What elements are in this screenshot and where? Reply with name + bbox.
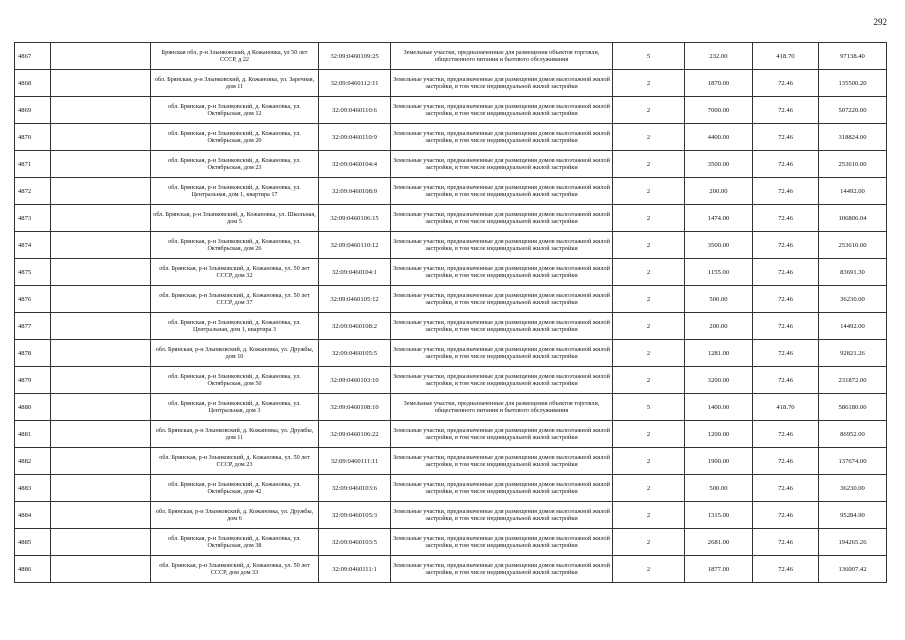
row-number-cell: 4869 — [15, 97, 51, 124]
area-cell: 1870.00 — [685, 70, 753, 97]
row-number-cell: 4885 — [15, 529, 51, 556]
row-number-cell: 4871 — [15, 151, 51, 178]
table-row — [15, 43, 887, 70]
group-cell: 2 — [613, 151, 685, 178]
empty-cell — [51, 502, 151, 529]
area-cell: 1474.00 — [685, 205, 753, 232]
cadastral-number-cell: 32:09:0460110:6 — [319, 97, 391, 124]
empty-cell — [51, 151, 151, 178]
row-number-cell: 4883 — [15, 475, 51, 502]
land-use-cell: Земельные участки, предназначенные для размещения домов малоэтажной жилой застройки, в том числе индивидуальной жилой застройки — [391, 124, 613, 151]
row-number-cell: 4867 — [15, 43, 51, 70]
rate-cell: 72.46 — [753, 97, 819, 124]
area-cell: 232.00 — [685, 43, 753, 70]
empty-cell — [51, 205, 151, 232]
land-use-cell: Земельные участки, предназначенные для размещения объектов торговли, общественного питания и бытового обслуживания — [391, 43, 613, 70]
area-cell: 3200.00 — [685, 367, 753, 394]
table-row — [15, 124, 887, 151]
table-row — [15, 394, 887, 421]
address-cell: обл. Брянская, р-н Злынковский, д. Кожановка, ул. Октябрьская, дом 12 — [151, 97, 319, 124]
group-cell: 2 — [613, 286, 685, 313]
table-row — [15, 286, 887, 313]
empty-cell — [51, 367, 151, 394]
rate-cell: 72.46 — [753, 475, 819, 502]
land-use-cell: Земельные участки, предназначенные для размещения домов малоэтажной жилой застройки, в том числе индивидуальной жилой застройки — [391, 367, 613, 394]
empty-cell — [51, 529, 151, 556]
rate-cell: 418.70 — [753, 394, 819, 421]
empty-cell — [51, 178, 151, 205]
land-use-cell: Земельные участки, предназначенные для размещения домов малоэтажной жилой застройки, в том числе индивидуальной жилой застройки — [391, 502, 613, 529]
group-cell: 2 — [613, 367, 685, 394]
cadastral-number-cell: 32:09:0460108:2 — [319, 313, 391, 340]
table-row — [15, 70, 887, 97]
address-cell: обл. Брянская, р-н Злынковский, д. Кожановка, ул. Дружбы, дом 11 — [151, 421, 319, 448]
area-cell: 500.00 — [685, 475, 753, 502]
area-cell: 1315.00 — [685, 502, 753, 529]
empty-cell — [51, 124, 151, 151]
address-cell: обл. Брянская, р-н Злынковский, д. Кожановка, ул. 50 лет СССР, дом 32 — [151, 259, 319, 286]
cadastral-number-cell: 32:09:0460103:6 — [319, 475, 391, 502]
land-use-cell: Земельные участки, предназначенные для размещения домов малоэтажной жилой застройки, в том числе индивидуальной жилой застройки — [391, 205, 613, 232]
area-cell: 7000.00 — [685, 97, 753, 124]
empty-cell — [51, 394, 151, 421]
table-row — [15, 232, 887, 259]
cadastral-value-cell: 106806.04 — [819, 205, 887, 232]
land-use-cell: Земельные участки, предназначенные для размещения домов малоэтажной жилой застройки, в том числе индивидуальной жилой застройки — [391, 97, 613, 124]
address-cell: обл. Брянская, р-н Злынковский, д. Кожановка, ул. Октябрьская, дом 23 — [151, 151, 319, 178]
table-row — [15, 259, 887, 286]
row-number-cell: 4882 — [15, 448, 51, 475]
cadastral-value-cell: 83691.30 — [819, 259, 887, 286]
cadastral-number-cell: 32:09:0460104:1 — [319, 259, 391, 286]
group-cell: 2 — [613, 529, 685, 556]
group-cell: 2 — [613, 313, 685, 340]
empty-cell — [51, 340, 151, 367]
cadastral-number-cell: 32:09:0460103:10 — [319, 367, 391, 394]
cadastral-number-cell: 32:09:0460105:12 — [319, 286, 391, 313]
table-row — [15, 448, 887, 475]
row-number-cell: 4881 — [15, 421, 51, 448]
cadastral-number-cell: 32:09:0460106:22 — [319, 421, 391, 448]
row-number-cell: 4874 — [15, 232, 51, 259]
cadastral-value-cell: 136007.42 — [819, 556, 887, 583]
rate-cell: 72.46 — [753, 367, 819, 394]
rate-cell: 72.46 — [753, 205, 819, 232]
table-row — [15, 340, 887, 367]
area-cell: 200.00 — [685, 313, 753, 340]
group-cell: 2 — [613, 448, 685, 475]
cadastral-value-cell: 194265.26 — [819, 529, 887, 556]
rate-cell: 72.46 — [753, 151, 819, 178]
group-cell: 2 — [613, 556, 685, 583]
table-row — [15, 421, 887, 448]
table-row — [15, 529, 887, 556]
row-number-cell: 4878 — [15, 340, 51, 367]
group-cell: 2 — [613, 70, 685, 97]
table-row — [15, 556, 887, 583]
address-cell: обл. Брянская, р-н Злынковский, д. Кожановка, ул. Октябрьская, дом 50 — [151, 367, 319, 394]
address-cell: обл. Брянская, р-н Злынковский, д. Кожановка, ул. Центральная, дом 1, квартира 17 — [151, 178, 319, 205]
rate-cell: 72.46 — [753, 448, 819, 475]
cadastral-value-cell: 14492.00 — [819, 178, 887, 205]
cadastral-value-cell: 135500.20 — [819, 70, 887, 97]
empty-cell — [51, 232, 151, 259]
area-cell: 200.00 — [685, 178, 753, 205]
land-use-cell: Земельные участки, предназначенные для размещения домов малоэтажной жилой застройки, в том числе индивидуальной жилой застройки — [391, 556, 613, 583]
address-cell: обл. Брянская, р-н Злынковский, д. Кожановка, ул. Октябрьская, дом 20 — [151, 124, 319, 151]
empty-cell — [51, 475, 151, 502]
address-cell: обл. Брянская, р-н Злынковский, д. Кожановка, ул. Школьная, дом 5 — [151, 205, 319, 232]
area-cell: 1900.00 — [685, 448, 753, 475]
land-use-cell: Земельные участки, предназначенные для размещения домов малоэтажной жилой застройки, в том числе индивидуальной жилой застройки — [391, 151, 613, 178]
empty-cell — [51, 313, 151, 340]
address-cell: обл. Брянская, р-н Злынковский, д. Кожановка, ул. Октябрьская, дом 38 — [151, 529, 319, 556]
table-row — [15, 97, 887, 124]
cadastral-number-cell: 32:09:0460104:4 — [319, 151, 391, 178]
cadastral-value-cell: 86952.00 — [819, 421, 887, 448]
address-cell: обл. Брянская, р-н Злынковский, д. Кожановка, ул. 50 лет СССР, дом дом 33 — [151, 556, 319, 583]
group-cell: 2 — [613, 259, 685, 286]
cadastral-value-cell: 36230.00 — [819, 286, 887, 313]
cadastral-value-cell: 586180.00 — [819, 394, 887, 421]
group-cell: 2 — [613, 475, 685, 502]
table-row — [15, 367, 887, 394]
empty-cell — [51, 43, 151, 70]
land-use-cell: Земельные участки, предназначенные для размещения домов малоэтажной жилой застройки, в том числе индивидуальной жилой застройки — [391, 421, 613, 448]
address-cell: обл. Брянская, р-н Злынковский, д. Кожановка, ул. Дружбы, дом 10 — [151, 340, 319, 367]
cadastral-number-cell: 32:09:0460105:3 — [319, 502, 391, 529]
address-cell: обл. Брянская, р-н Злынковский, д. Кожановка, ул. Октябрьская, дом 26 — [151, 232, 319, 259]
empty-cell — [51, 97, 151, 124]
rate-cell: 72.46 — [753, 502, 819, 529]
address-cell: Брянская обл, р-н Злынковский, д Кожановка, ул 50 лет СССР, д 22 — [151, 43, 319, 70]
group-cell: 2 — [613, 421, 685, 448]
cadastral-value-cell: 92821.26 — [819, 340, 887, 367]
row-number-cell: 4886 — [15, 556, 51, 583]
row-number-cell: 4884 — [15, 502, 51, 529]
area-cell: 1155.00 — [685, 259, 753, 286]
row-number-cell: 4876 — [15, 286, 51, 313]
land-use-cell: Земельные участки, предназначенные для размещения домов малоэтажной жилой застройки, в том числе индивидуальной жилой застройки — [391, 448, 613, 475]
land-use-cell: Земельные участки, предназначенные для размещения домов малоэтажной жилой застройки, в том числе индивидуальной жилой застройки — [391, 70, 613, 97]
address-cell: обл. Брянская, р-н Злынковский, д. Кожановка, ул. Центральная, дом 1, квартира 3 — [151, 313, 319, 340]
table-row — [15, 151, 887, 178]
row-number-cell: 4868 — [15, 70, 51, 97]
table-row — [15, 475, 887, 502]
empty-cell — [51, 259, 151, 286]
cadastral-value-cell: 231872.00 — [819, 367, 887, 394]
cadastral-number-cell: 32:09:0460110:9 — [319, 124, 391, 151]
address-cell: обл. Брянская, р-н Злынковский, д. Кожановка, ул. Октябрьская, дом 42 — [151, 475, 319, 502]
table-row — [15, 178, 887, 205]
cadastral-value-cell: 318824.00 — [819, 124, 887, 151]
cadastral-number-cell: 32:09:0460108:10 — [319, 394, 391, 421]
rate-cell: 72.46 — [753, 313, 819, 340]
row-number-cell: 4873 — [15, 205, 51, 232]
empty-cell — [51, 286, 151, 313]
cadastral-number-cell: 32:09:0460106:15 — [319, 205, 391, 232]
group-cell: 2 — [613, 232, 685, 259]
cadastral-value-cell: 95284.90 — [819, 502, 887, 529]
table-body — [15, 43, 887, 583]
rate-cell: 72.46 — [753, 178, 819, 205]
address-cell: обл. Брянская, р-н Злынковский, д. Кожановка, ул. 50 лет СССР, дом 23 — [151, 448, 319, 475]
address-cell: обл. Брянская, р-н Злынковский, д. Кожановка, ул. Дружбы, дом 6 — [151, 502, 319, 529]
row-number-cell: 4877 — [15, 313, 51, 340]
area-cell: 2681.00 — [685, 529, 753, 556]
table-row — [15, 205, 887, 232]
rate-cell: 418.70 — [753, 43, 819, 70]
address-cell: обл. Брянская, р-н Злынковский, д. Кожановка, ул. Заречная, дом 11 — [151, 70, 319, 97]
cadastral-number-cell: 32:09:0460112:11 — [319, 70, 391, 97]
group-cell: 5 — [613, 43, 685, 70]
area-cell: 3500.00 — [685, 151, 753, 178]
empty-cell — [51, 556, 151, 583]
group-cell: 2 — [613, 178, 685, 205]
table-row — [15, 502, 887, 529]
cadastral-value-cell: 253610.00 — [819, 151, 887, 178]
cadastral-number-cell: 32:09:0460110:12 — [319, 232, 391, 259]
row-number-cell: 4870 — [15, 124, 51, 151]
empty-cell — [51, 421, 151, 448]
group-cell: 2 — [613, 97, 685, 124]
cadastral-value-cell: 36230.00 — [819, 475, 887, 502]
cadastral-value-cell: 507220.00 — [819, 97, 887, 124]
row-number-cell: 4880 — [15, 394, 51, 421]
cadastral-value-cell: 14492.00 — [819, 313, 887, 340]
area-cell: 4400.00 — [685, 124, 753, 151]
rate-cell: 72.46 — [753, 556, 819, 583]
area-cell: 1200.00 — [685, 421, 753, 448]
area-cell: 3500.00 — [685, 232, 753, 259]
page-number: 292 — [873, 17, 887, 27]
row-number-cell: 4875 — [15, 259, 51, 286]
cadastral-value-cell: 137674.00 — [819, 448, 887, 475]
land-use-cell: Земельные участки, предназначенные для размещения домов малоэтажной жилой застройки, в том числе индивидуальной жилой застройки — [391, 178, 613, 205]
group-cell: 5 — [613, 394, 685, 421]
row-number-cell: 4872 — [15, 178, 51, 205]
table-row — [15, 313, 887, 340]
land-use-cell: Земельные участки, предназначенные для размещения объектов торговли, общественного питания и бытового обслуживания — [391, 394, 613, 421]
empty-cell — [51, 70, 151, 97]
address-cell: обл. Брянская, р-н Злынковский, д. Кожановка, ул. 50 лет СССР, дом 37 — [151, 286, 319, 313]
rate-cell: 72.46 — [753, 259, 819, 286]
empty-cell — [51, 448, 151, 475]
area-cell: 1400.00 — [685, 394, 753, 421]
cadastral-number-cell: 32:09:0460111:1 — [319, 556, 391, 583]
rate-cell: 72.46 — [753, 421, 819, 448]
rate-cell: 72.46 — [753, 340, 819, 367]
land-use-cell: Земельные участки, предназначенные для размещения домов малоэтажной жилой застройки, в том числе индивидуальной жилой застройки — [391, 340, 613, 367]
cadastral-number-cell: 32:09:0460103:5 — [319, 529, 391, 556]
cadastral-value-table — [14, 42, 887, 583]
group-cell: 2 — [613, 205, 685, 232]
rate-cell: 72.46 — [753, 70, 819, 97]
cadastral-number-cell: 32:09:0460109:25 — [319, 43, 391, 70]
row-number-cell: 4879 — [15, 367, 51, 394]
land-use-cell: Земельные участки, предназначенные для размещения домов малоэтажной жилой застройки, в том числе индивидуальной жилой застройки — [391, 529, 613, 556]
land-use-cell: Земельные участки, предназначенные для размещения домов малоэтажной жилой застройки, в том числе индивидуальной жилой застройки — [391, 232, 613, 259]
cadastral-value-cell: 253610.00 — [819, 232, 887, 259]
group-cell: 2 — [613, 340, 685, 367]
rate-cell: 72.46 — [753, 529, 819, 556]
land-use-cell: Земельные участки, предназначенные для размещения домов малоэтажной жилой застройки, в том числе индивидуальной жилой застройки — [391, 313, 613, 340]
cadastral-number-cell: 32:09:0460105:5 — [319, 340, 391, 367]
group-cell: 2 — [613, 502, 685, 529]
area-cell: 1877.00 — [685, 556, 753, 583]
cadastral-value-cell: 97138.40 — [819, 43, 887, 70]
area-cell: 500.00 — [685, 286, 753, 313]
land-use-cell: Земельные участки, предназначенные для размещения домов малоэтажной жилой застройки, в том числе индивидуальной жилой застройки — [391, 259, 613, 286]
land-use-cell: Земельные участки, предназначенные для размещения домов малоэтажной жилой застройки, в том числе индивидуальной жилой застройки — [391, 475, 613, 502]
cadastral-number-cell: 32:09:0460108:9 — [319, 178, 391, 205]
area-cell: 1281.00 — [685, 340, 753, 367]
rate-cell: 72.46 — [753, 232, 819, 259]
rate-cell: 72.46 — [753, 124, 819, 151]
group-cell: 2 — [613, 124, 685, 151]
rate-cell: 72.46 — [753, 286, 819, 313]
cadastral-number-cell: 32:09:0460111:11 — [319, 448, 391, 475]
address-cell: обл. Брянская, р-н Злынковский, д. Кожановка, ул. Центральная, дом 3 — [151, 394, 319, 421]
land-use-cell: Земельные участки, предназначенные для размещения домов малоэтажной жилой застройки, в том числе индивидуальной жилой застройки — [391, 286, 613, 313]
